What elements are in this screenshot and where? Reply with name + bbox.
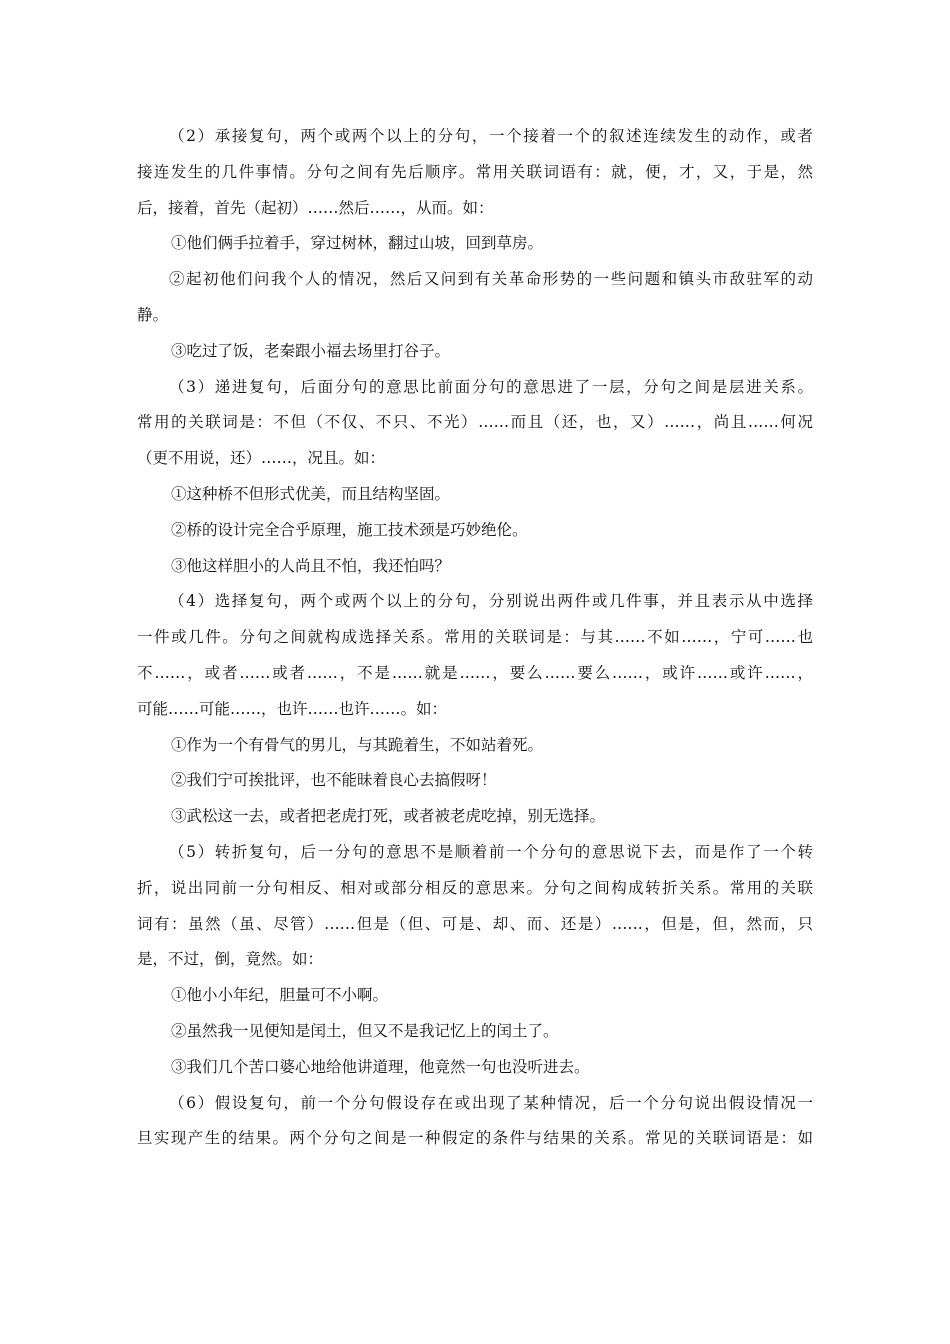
section-paragraph	[137, 370, 813, 477]
example-sentence: ③我们几个苦口婆心地给他讲道理，他竟然一句也没听进去。	[171, 1057, 590, 1076]
document-body	[137, 119, 813, 1157]
paragraph-line: （6）假设复句，前一个分句假设存在或出现了某种情况，后一个分句说出假设情况一	[169, 1093, 813, 1112]
example-sentence: ①他小小年纪，胆量可不小啊。	[171, 986, 389, 1005]
example-sentence: ②桥的设计完全合乎原理，施工技术颈是巧妙绝伦。	[171, 520, 528, 539]
paragraph-line: 词有：虽然（虽、尽管）……但是（但、可是、却、而、还是）……，但是，但，然而，只	[137, 914, 813, 933]
paragraph-line: 接连发生的几件事情。分句之间有先后顺序。常用关联词语有：就，便，才，又，于是，然	[137, 162, 813, 181]
paragraph-line: 可能……可能……，也许……也许……。如：	[137, 699, 448, 718]
example-sentence: ③吃过了饭，老秦跟小福去场里打谷子。	[171, 341, 451, 360]
paragraph-line: 后，接着，首先（起初）……然后……，从而。如：	[137, 198, 494, 217]
example-sentence: ②虽然我一见便知是闰土，但又不是我记忆上的闰土了。	[171, 1021, 559, 1040]
example-sentence: ③他这样胆小的人尚且不怕，我还怕吗？	[171, 556, 451, 575]
paragraph-line: （更不用说，还）……，况且。如：	[137, 449, 386, 468]
section-paragraph	[137, 1086, 813, 1158]
paragraph-line: （2）承接复句，两个或两个以上的分句，一个接着一个的叙述连续发生的动作，或者	[169, 127, 813, 145]
paragraph-line: （3）递进复句，后面分句的意思比前面分句的意思进了一层，分句之间是层进关系。	[169, 377, 813, 396]
paragraph-line: 不……，或者……或者……，不是……就是……，要么……要么……，或许……或许……，	[137, 663, 813, 682]
paragraph-line: 一件或几件。分句之间就构成选择关系。常用的关联词是：与其……不如……，宁可……也	[137, 628, 813, 647]
example-sentence: ②我们宁可挨批评，也不能昧着良心去搞假呀！	[171, 771, 497, 790]
paragraph-line: 常用的关联词是：不但（不仅、不只、不光）……而且（还，也，又）……，尚且……何况	[137, 413, 813, 432]
section-paragraph	[137, 119, 813, 226]
example-sentence: ①作为一个有骨气的男儿，与其跪着生，不如站着死。	[171, 735, 544, 754]
example-sentence: ①这种桥不但形式优美，而且结构坚固。	[171, 484, 451, 503]
example-line: 静。	[137, 305, 169, 324]
paragraph-line: 是，不过，倒，竟然。如：	[137, 950, 324, 969]
paragraph-line: （4）选择复句，两个或两个以上的分句，分别说出两件或几件事，并且表示从中选择	[169, 592, 813, 611]
example-sentence	[137, 262, 813, 334]
example-sentence: ①他们俩手拉着手，穿过树林，翻过山坡，回到草房。	[171, 234, 544, 253]
example-line: ②起初他们问我个人的情况，然后又问到有关革命形势的一些问题和镇头市敌驻军的动	[169, 270, 813, 289]
paragraph-line: 旦实现产生的结果。两个分句之间是一种假定的条件与结果的关系。常见的关联词语是：如	[137, 1129, 813, 1148]
section-paragraph	[137, 584, 813, 727]
section-paragraph	[137, 835, 813, 978]
example-sentence: ③武松这一去，或者把老虎打死，或者被老虎吃掉，别无选择。	[171, 807, 606, 826]
paragraph-line: 折，说出同前一分句相反、相对或部分相反的意思来。分句之间构成转折关系。常用的关联	[137, 878, 813, 897]
paragraph-line: （5）转折复句，后一分句的意思不是顺着前一个分句的意思说下去，而是作了一个转	[169, 842, 813, 861]
